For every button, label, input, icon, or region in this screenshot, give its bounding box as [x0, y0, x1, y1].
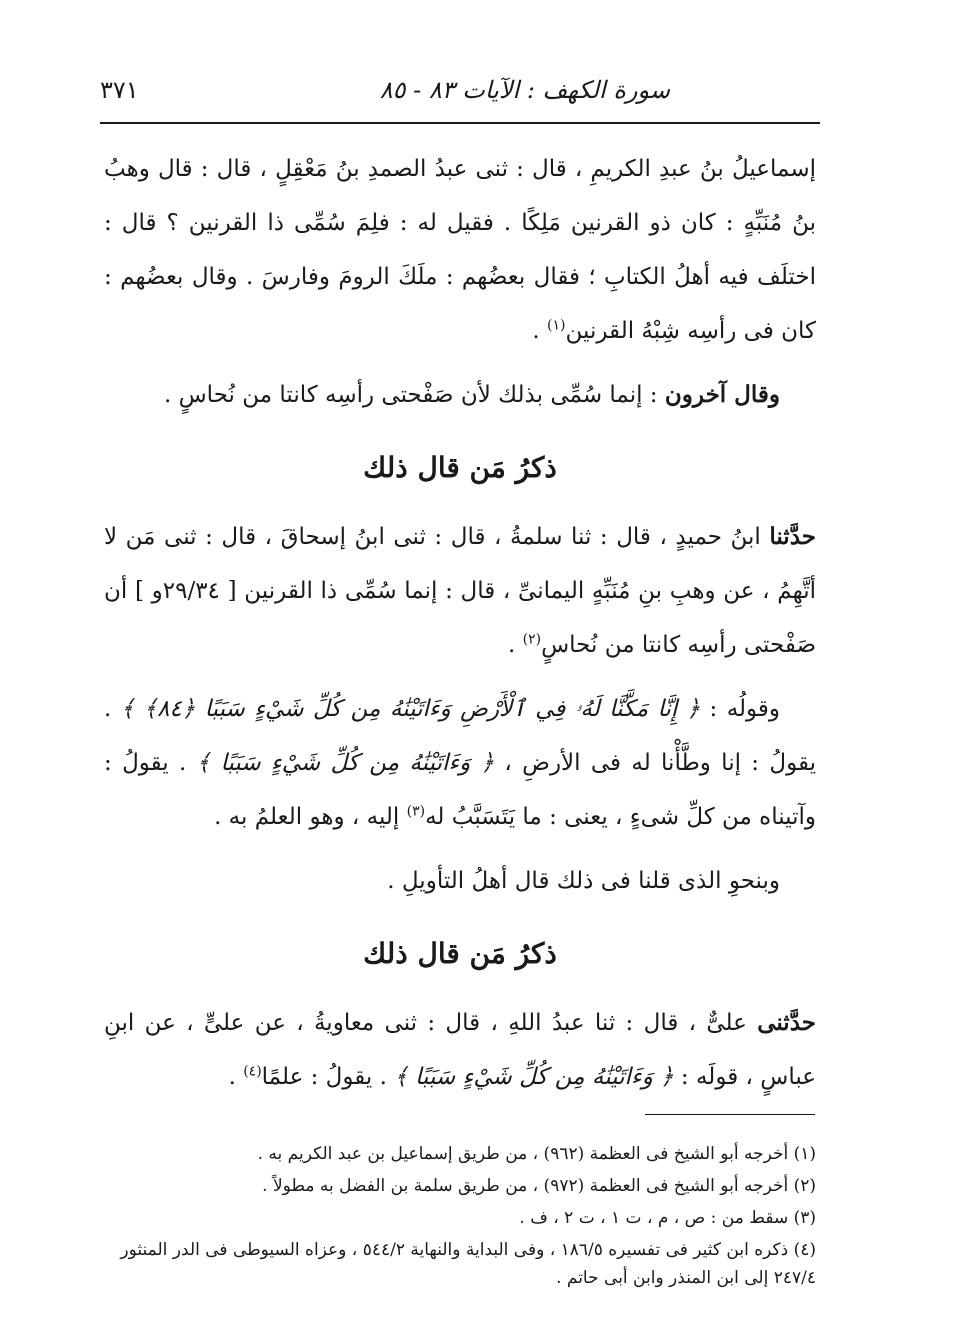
footnote-4: (٤) ذكره ابن كثير فى تفسيره ١٨٦/٥ ، وفى البداية والنهاية ٥٤٤/٢ ، وعزاه السيوطى فى الدر المنثور ٢٤٧/٤ إلى ابن المنذر وابن أبى حاتم . [120, 1240, 816, 1288]
quran-quote: ﴿ إِنَّا مَكَّنَّا لَهُۥ فِي ٱلْأَرْضِ وَءَاتَيْنَٰهُ مِن كُلِّ شَيْءٍ سَبَبًا ﴿٨٤﴾ ﴾ [120, 696, 701, 722]
quran-quote: ﴿ وَءَاتَيْنَٰهُ مِن كُلِّ شَيْءٍ سَبَبًا ﴾ [196, 750, 495, 776]
paragraph-text: . يقولُ : علمًا [261, 1064, 395, 1090]
paragraph-text: . يقولُ : وآتيناه من كلِّ شىءٍ ، يعنى : ما يَتَسَبَّبُ له [104, 750, 816, 830]
paragraph-text: . يقولُ : إنا وطَّأْنا له فى الأرضِ ، [104, 696, 817, 776]
main-text [104, 142, 816, 1104]
paragraph-end: . [228, 1064, 244, 1090]
header-rule [100, 122, 820, 124]
paragraph-end: . [507, 632, 523, 658]
running-header [100, 70, 820, 118]
footnote-ref-4: (٤) [243, 1063, 262, 1080]
paragraph-text: علىٌّ ، قال : ثنا عبدُ اللهِ ، قال : ثنى معاويةُ ، عن علىٍّ ، عن ابنِ عباسٍ ، قولَه : [104, 1010, 816, 1090]
footnote-ref-1: (١) [547, 317, 566, 334]
footnote-1: (١) أخرجه أبو الشيخ فى العظمة (٩٦٢) ، من طريق إسماعيل بن عبد الكريم به . [257, 1144, 816, 1164]
paragraph-3 [104, 510, 816, 672]
paragraph-text: : إنما سُمِّى بذلك لأن صَفْحتى رأسِه كانتا من نُحاسٍ . [163, 382, 665, 408]
paragraph-4 [104, 682, 816, 844]
paragraph-end: . [532, 318, 548, 344]
quran-quote: ﴿ وَءَاتَيْنَٰهُ مِن كُلِّ شَيْءٍ سَبَبًا ﴾ [394, 1064, 674, 1090]
section-heading-2: ذكرُ مَن قال ذلك [363, 937, 557, 970]
paragraph-text: إليه ، وهو العلمُ به . [214, 804, 407, 830]
paragraph-1 [104, 142, 816, 358]
footnote-3: (٣) سقط من : ص ، م ، ت ١ ، ت ٢ ، ف . [519, 1208, 816, 1228]
section-heading-1: ذكرُ مَن قال ذلك [363, 451, 557, 484]
paragraph-text: وقولُه : [700, 696, 781, 722]
footnote-ref-2: (٢) [522, 631, 542, 648]
footnote-2: (٢) أخرجه أبو الشيخ فى العظمة (٩٧٢) ، من طريق سلمة بن الفضل به مطولاً . [262, 1176, 816, 1196]
paragraph-2 [104, 368, 816, 422]
running-title: سورة الكهف : الآيات ٨٣ - ٨٥ [379, 76, 670, 104]
lead-word: حدَّثنى [757, 1009, 816, 1036]
footnote-ref-3: (٣) [406, 803, 426, 820]
lead-word: حدَّثنا [769, 523, 816, 550]
footnotes [104, 1140, 816, 1296]
paragraph-5: وبنحوِ الذى قلنا فى ذلك قال أهلُ التأويلِ . [387, 868, 780, 894]
footnote-rule [645, 1114, 815, 1115]
lead-word: وقال آخرون [664, 381, 780, 408]
paragraph-text: إسماعيلُ بنُ عبدِ الكريمِ ، قال : ثنى عبدُ الصمدِ بنُ مَعْقِلٍ ، قال : قال وهبُ بنُ مُنَبِّهٍ : كان ذو القرنين مَلِكًا . فقيل له : فلِمَ سُمِّى ذا القرنين ؟ قال : اختلَف فيه أهلُ الكتابِ ؛ فقال بعضُهم : ملَكَ الرومَ وفارسَ . وقال بعضُهم : كان فى رأسِه شِبْهُ القرنين [104, 156, 816, 344]
paragraph-text: ابنُ حميدٍ ، قال : ثنا سلمةُ ، قال : ثنى ابنُ إسحاقَ ، قال : ثنى مَن لا أتَّهِمُ ، عن وهبِ بنِ مُنَبِّهٍ اليمانىِّ ، قال : إنما سُمِّى ذا القرنين [ ٢٩/٣٤و ] أن صَفْحتى رأسِه كانتا من نُحاسٍ [104, 524, 816, 658]
page-number: ٣٧١ [100, 76, 139, 104]
paragraph-6 [104, 996, 816, 1104]
